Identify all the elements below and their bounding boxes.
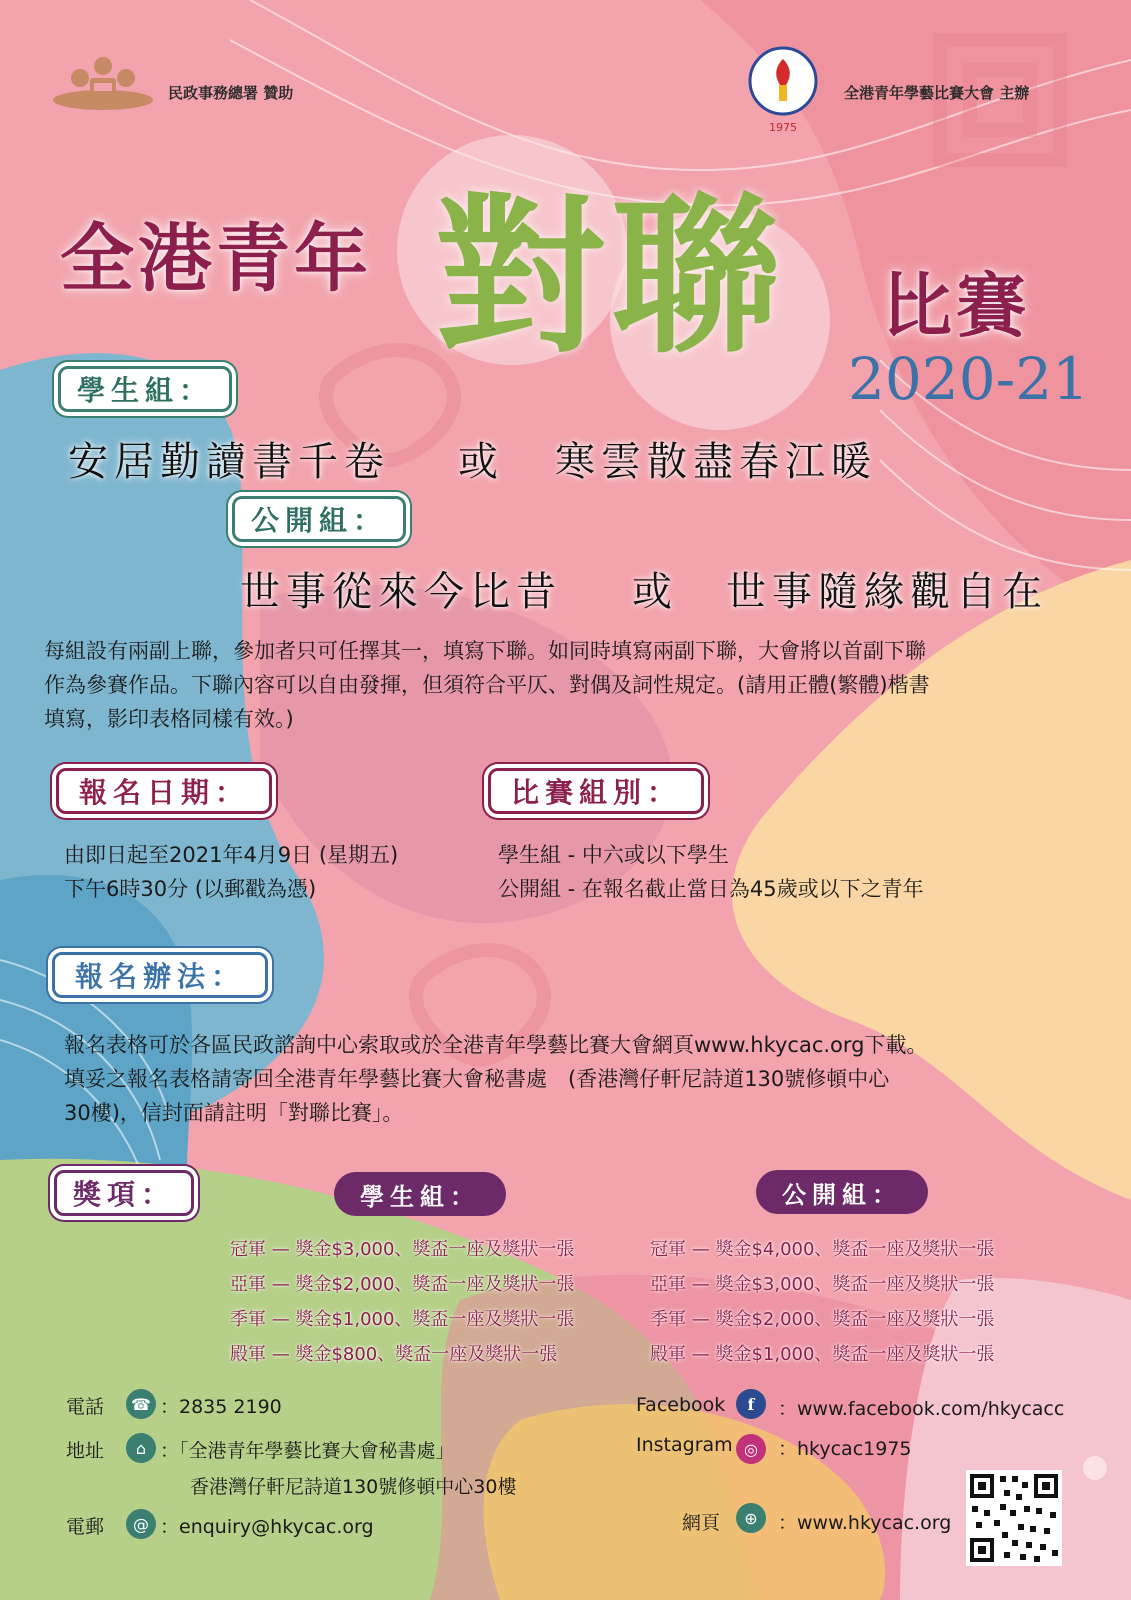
- rules-paragraph: [44, 634, 1084, 736]
- categories-text: [498, 838, 1058, 906]
- title-year: 2020-21: [848, 345, 1090, 413]
- method-line-2: 填妥之報名表格請寄回全港青年學藝比賽大會秘書處 (香港灣仔軒尼詩道130號修頓中心: [64, 1067, 890, 1091]
- categories-line-2: 公開組 - 在報名截止當日為45歲或以下之青年: [498, 877, 924, 901]
- title-part1: 全港青年: [60, 216, 372, 302]
- rules-line-2: 作為參賽作品。下聯內容可以自由發揮，但須符合平仄、對偶及詞性規定。(請用正體(繁體)楷書: [44, 673, 930, 697]
- open-couplet-a: 世事從來今比昔: [240, 569, 562, 615]
- awards-open-list: [650, 1232, 994, 1372]
- categories-tag: 比賽組別：: [488, 768, 704, 814]
- awards-tag: 獎項：: [54, 1170, 194, 1216]
- sponsor-text: 民政事務總署 贊助: [168, 84, 294, 102]
- title-part3: 比賽: [882, 264, 1030, 347]
- facebook-value[interactable]: ：www.facebook.com/hkycacc: [778, 1398, 1065, 1420]
- award-open-4: 殿軍 — 獎金$1,000、獎盃一座及獎狀一張: [650, 1344, 995, 1365]
- open-group-tag: 公開組：: [232, 496, 406, 542]
- sponsor-logo: [50, 54, 156, 110]
- email-icon: @: [126, 1509, 156, 1539]
- home-icon: ⌂: [126, 1433, 156, 1463]
- phone-value: ：2835 2190: [160, 1396, 282, 1418]
- student-couplet-b: 寒雲散盡春江暖: [555, 439, 877, 485]
- registration-date-text: [64, 838, 484, 906]
- open-couplet-or: 或: [632, 569, 678, 615]
- registration-date-tag: 報名日期：: [56, 768, 272, 814]
- award-open-3: 季軍 — 獎金$2,000、獎盃一座及獎狀一張: [650, 1309, 995, 1330]
- phone-label: 電話: [66, 1396, 105, 1418]
- rules-line-3: 填寫，影印表格同樣有效。): [44, 707, 294, 731]
- web-value[interactable]: ：www.hkycac.org: [778, 1512, 952, 1534]
- title-part2: 對聯: [435, 177, 788, 377]
- registration-date-line-1: 由即日起至2021年4月9日 (星期五): [64, 843, 399, 867]
- instagram-value[interactable]: ：hkycac1975: [778, 1438, 912, 1460]
- awards-student-label: 學生組：: [334, 1172, 506, 1216]
- organizer-text: 全港青年學藝比賽大會 主辦: [844, 84, 1030, 102]
- student-couplet-a: 安居勤讀書千卷: [68, 439, 390, 485]
- globe-icon: ⊕: [736, 1503, 766, 1533]
- email-value[interactable]: ：enquiry@hkycac.org: [160, 1516, 374, 1538]
- web-label: 網頁: [682, 1512, 721, 1534]
- method-line-3: 30樓)，信封面請註明「對聯比賽」。: [64, 1101, 404, 1125]
- address-label: 地址: [66, 1440, 105, 1462]
- instagram-label: Instagram: [636, 1434, 733, 1456]
- registration-date-line-2: 下午6時30分 (以郵戳為憑): [64, 877, 317, 901]
- categories-line-1: 學生組 - 中六或以下學生: [498, 843, 729, 867]
- award-open-1: 冠軍 — 獎金$4,000、獎盃一座及獎狀一張: [650, 1239, 995, 1260]
- facebook-icon[interactable]: f: [736, 1389, 766, 1419]
- qr-code[interactable]: [966, 1470, 1062, 1566]
- organizer-logo-year: 1975: [769, 121, 797, 134]
- student-group-tag: 學生組：: [58, 366, 232, 412]
- method-tag: 報名辦法：: [52, 952, 268, 998]
- student-couplet-or: 或: [458, 439, 504, 485]
- award-student-3: 季軍 — 獎金$1,000、獎盃一座及獎狀一張: [230, 1309, 575, 1330]
- open-couplet-b: 世事隨緣觀自在: [726, 569, 1048, 615]
- phone-icon: ☎: [126, 1389, 156, 1419]
- awards-student-list: [230, 1232, 574, 1372]
- awards-open-label: 公開組：: [756, 1170, 928, 1214]
- award-student-4: 殿軍 — 獎金$800、獎盃一座及獎狀一張: [230, 1344, 558, 1365]
- email-label: 電郵: [66, 1516, 105, 1538]
- organizer-logo: [748, 45, 818, 137]
- award-student-1: 冠軍 — 獎金$3,000、獎盃一座及獎狀一張: [230, 1239, 575, 1260]
- address-line-2: 香港灣仔軒尼詩道130號修頓中心30樓: [190, 1476, 517, 1498]
- instagram-icon[interactable]: ◎: [736, 1434, 766, 1464]
- method-line-1: 報名表格可於各區民政諮詢中心索取或於全港青年學藝比賽大會網頁www.hkycac.org下載。: [64, 1033, 928, 1057]
- award-student-2: 亞軍 — 獎金$2,000、獎盃一座及獎狀一張: [230, 1274, 575, 1295]
- award-open-2: 亞軍 — 獎金$3,000、獎盃一座及獎狀一張: [650, 1274, 995, 1295]
- address-line-1: ：「全港青年學藝比賽大會秘書處」: [160, 1440, 455, 1462]
- facebook-label: Facebook: [636, 1394, 726, 1416]
- method-text: [64, 1028, 1104, 1130]
- rules-line-1: 每組設有兩副上聯，參加者只可任擇其一，填寫下聯。如同時填寫兩副下聯，大會將以首副下聯: [44, 639, 926, 663]
